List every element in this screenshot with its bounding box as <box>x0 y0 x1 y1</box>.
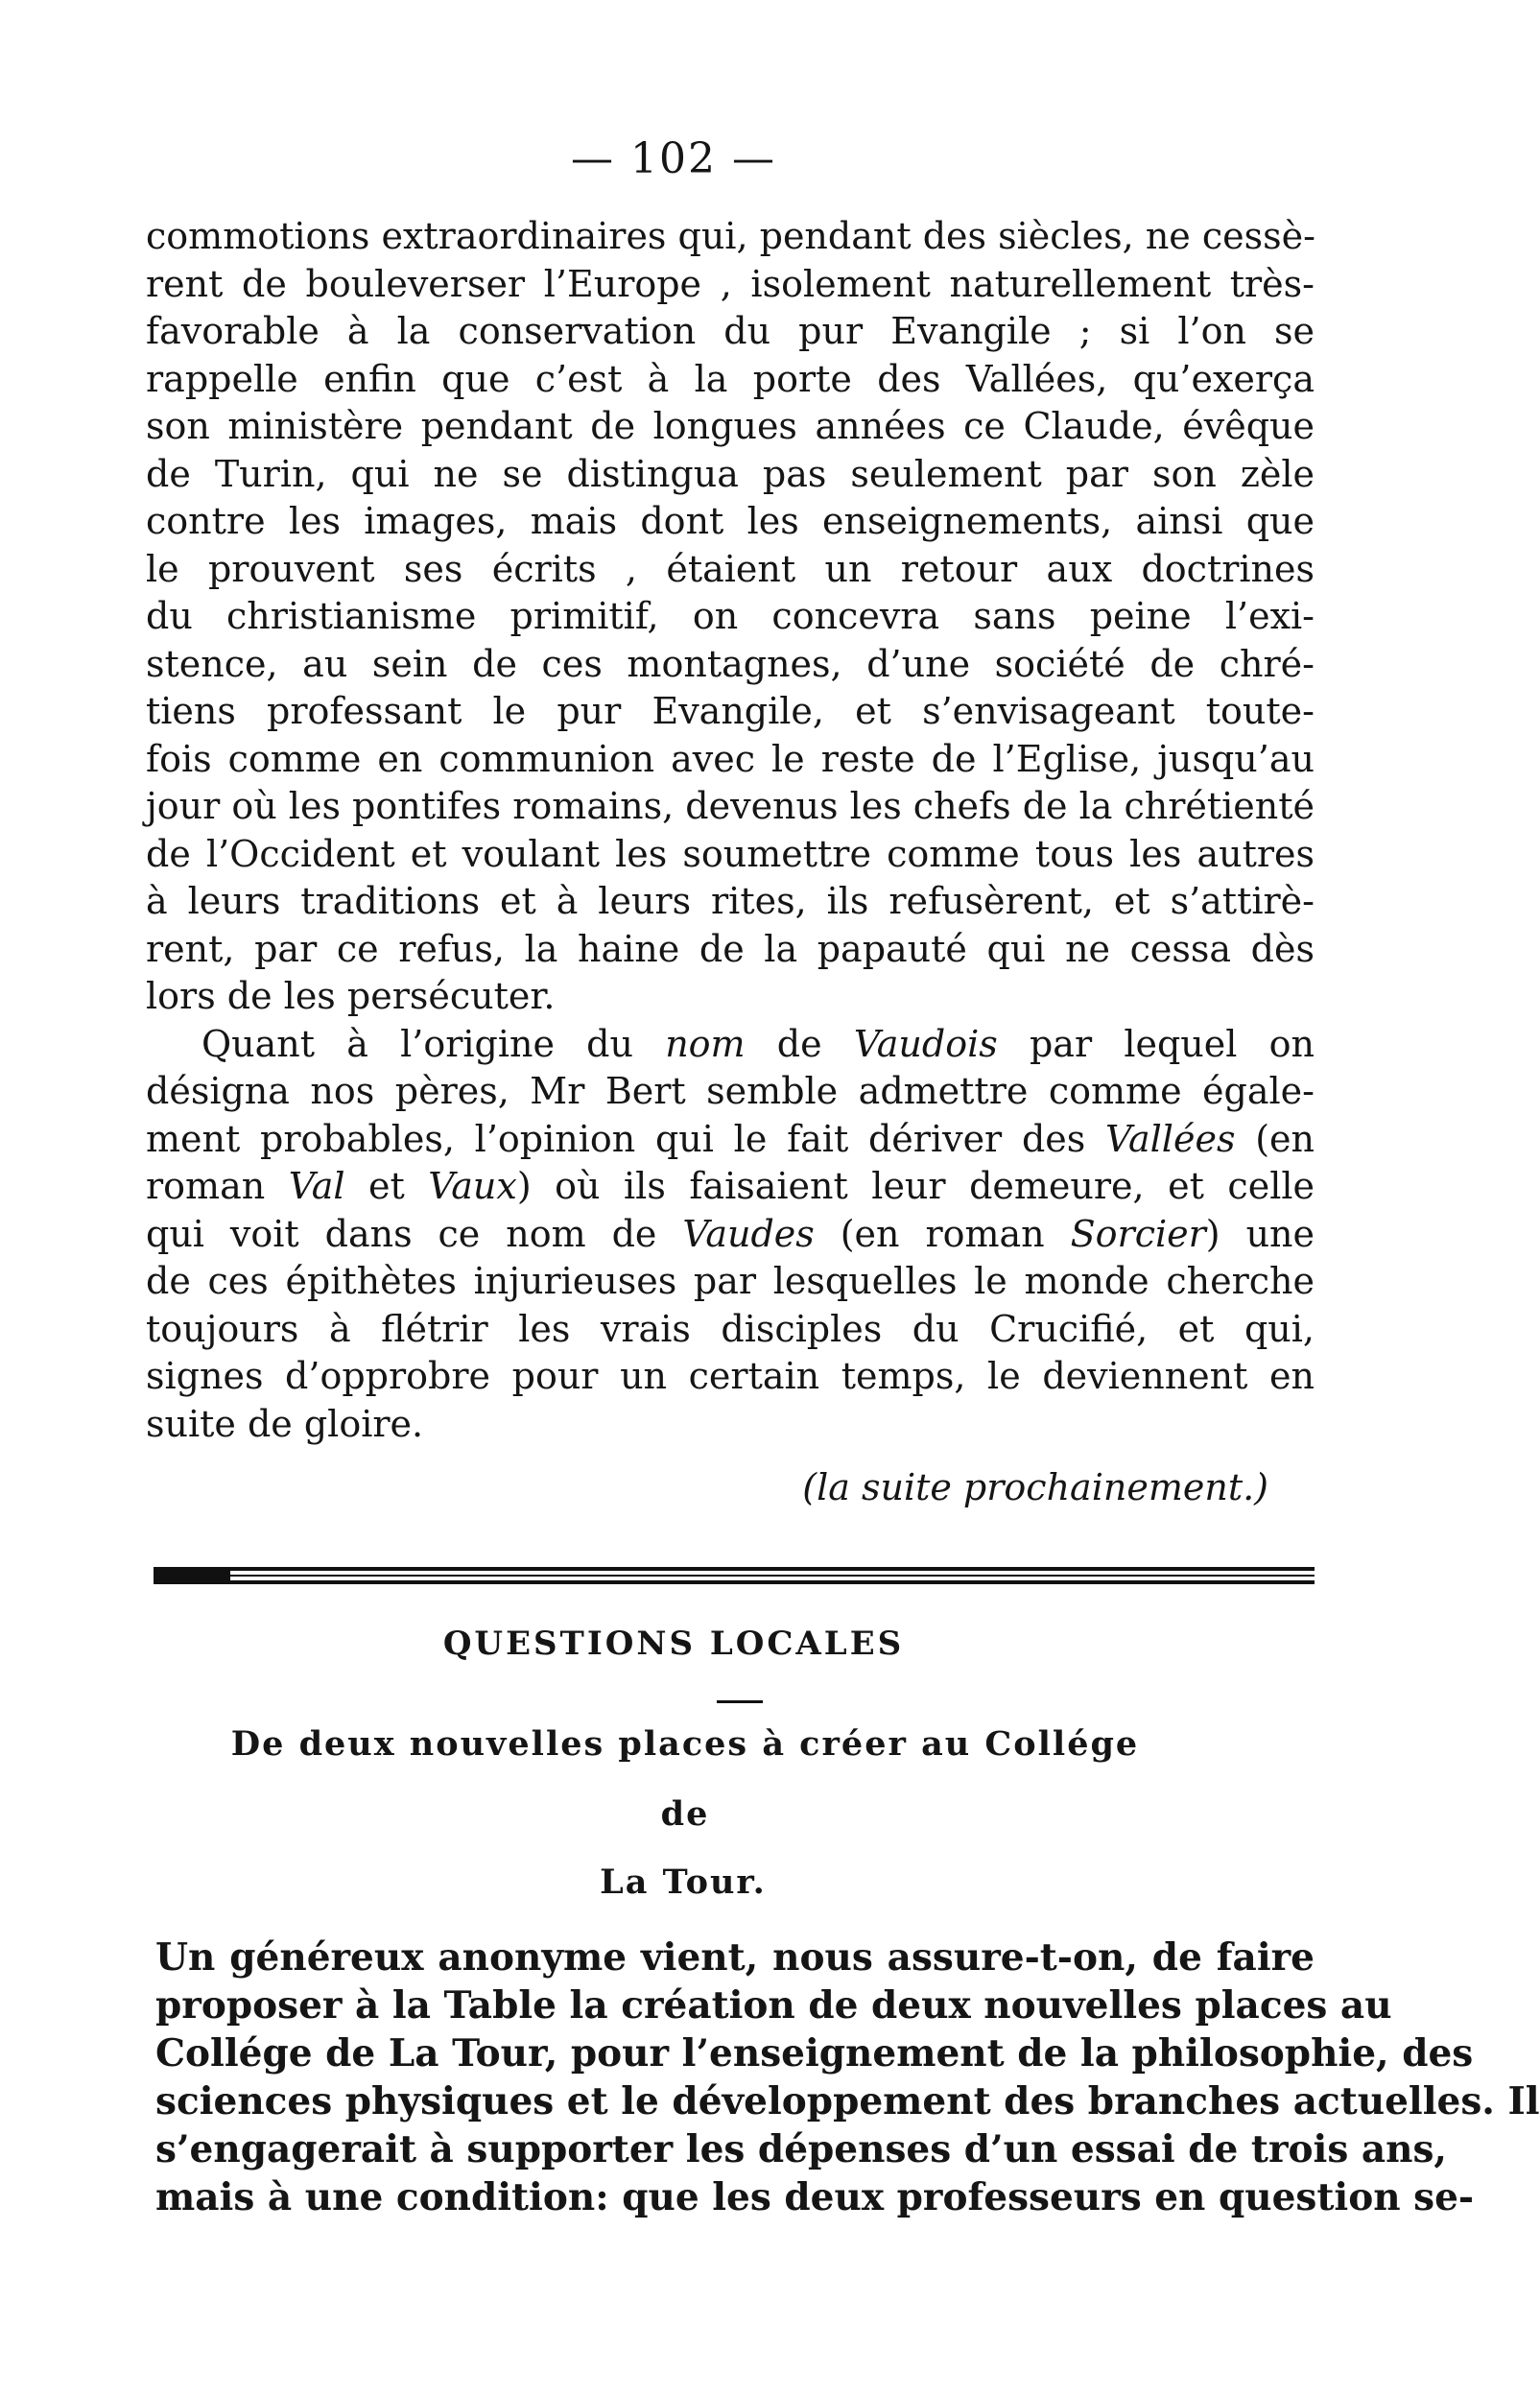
paragraph-line: suite de gloire. <box>146 1402 424 1445</box>
paragraph-line: de ces épithètes injurieuses par lesquelles le monde cherche <box>146 1260 1315 1302</box>
section-divider <box>154 1575 1315 1577</box>
text-line: proposer à la Table la création de deux nouvelles places au <box>155 1983 1392 2028</box>
text-line: favorable à la conservation du pur Evangile ; si l’on se <box>146 310 1315 352</box>
section-subtitle: De deux nouvelles places à créer au Collége <box>230 1724 1140 1764</box>
text-run: ment probables, l’opinion qui le fait dériver des <box>146 1117 1106 1160</box>
text-line: Collége de La Tour, pour l’enseignement de la philosophie, des <box>155 2031 1474 2076</box>
text-line: rent de bouleverser l’Europe , isolement naturellement très- <box>146 262 1315 305</box>
text-line: son ministère pendant de longues années ce Claude, évêque <box>146 405 1315 447</box>
text-run: (en <box>1235 1117 1315 1160</box>
section-subtitle: de <box>660 1794 710 1834</box>
text-line: du christianisme primitif, on concevra sans peine l’exi- <box>146 595 1315 637</box>
italic-word: Val <box>288 1165 345 1207</box>
text-run: par lequel on <box>997 1022 1315 1065</box>
page-number: — 102 — <box>571 134 776 183</box>
paragraph-line <box>146 1116 1315 1164</box>
text-run: Quant à l’origine du <box>201 1022 666 1065</box>
italic-word: Vaux <box>428 1165 517 1207</box>
text-line: lors de les persécuter. <box>146 975 556 1017</box>
text-run: (en roman <box>814 1212 1071 1255</box>
text-line: commotions extraordinaires qui, pendant des siècles, ne cessè- <box>146 215 1315 257</box>
text-line: contre les images, mais dont les enseignements, ainsi que <box>146 500 1315 542</box>
section-divider <box>154 1580 1315 1584</box>
text-line: s’engagerait à supporter les dépenses d’un essai de trois ans, <box>155 2127 1448 2171</box>
italic-word: Vaudois <box>853 1022 998 1065</box>
text-line: sciences physiques et le développement des branches actuelles. Il <box>155 2079 1540 2123</box>
section-divider-ornament <box>154 1571 230 1584</box>
text-line: le prouvent ses écrits , étaient un retour aux doctrines <box>146 547 1315 590</box>
text-line: à leurs traditions et à leurs rites, ils refusèrent, et s’attirè- <box>146 880 1315 922</box>
text-run: de <box>745 1022 854 1065</box>
text-run: et <box>344 1165 429 1207</box>
section-subtitle: La Tour. <box>600 1862 767 1902</box>
italic-word: Vallées <box>1105 1117 1236 1160</box>
text-line: mais à une condition: que les deux professeurs en question se- <box>155 2175 1475 2219</box>
paragraph-line: signes d’opprobre pour un certain temps, le deviennent en <box>146 1355 1315 1397</box>
section-title: QUESTIONS LOCALES <box>442 1625 905 1663</box>
text-run: qui voit dans ce nom de <box>146 1212 683 1255</box>
italic-word: Vaudes <box>682 1212 815 1255</box>
text-run: roman <box>146 1165 289 1207</box>
title-dash <box>717 1700 763 1703</box>
italic-word: Sorcier <box>1070 1212 1206 1255</box>
paragraph-line: désigna nos pères, Mr Bert semble admettre comme égale- <box>146 1070 1315 1112</box>
section-divider <box>154 1567 1315 1571</box>
text-line: fois comme en communion avec le reste de l’Eglise, jusqu’au <box>146 737 1315 780</box>
section-body <box>155 1933 1540 2221</box>
paragraph-line: toujours à flétrir les vrais disciples du Crucifié, et qui, <box>146 1307 1315 1350</box>
text-line: tiens professant le pur Evangile, et s’envisageant toute- <box>146 690 1315 732</box>
paragraph-line <box>146 1163 1315 1211</box>
text-line: rent, par ce refus, la haine de la papauté qui ne cessa dès <box>146 927 1315 970</box>
continuation-note: (la suite prochainement.) <box>802 1466 1268 1508</box>
paragraph-line <box>146 1211 1315 1259</box>
text-line: jour où les pontifes romains, devenus les chefs de la chrétienté <box>146 785 1315 827</box>
text-run: ) une <box>1205 1212 1315 1255</box>
text-line: Un généreux anonyme vient, nous assure-t-on, de faire <box>155 1935 1315 1980</box>
article-body <box>146 213 1315 1448</box>
text-line: de Turin, qui ne se distingua pas seulement par son zèle <box>146 452 1315 495</box>
text-line: stence, au sein de ces montagnes, d’une société de chré- <box>146 642 1315 685</box>
text-line: rappelle enfin que c’est à la porte des Vallées, qu’exerça <box>146 357 1315 400</box>
text-line: de l’Occident et voulant les soumettre comme tous les autres <box>146 832 1315 875</box>
italic-word: nom <box>665 1022 746 1065</box>
text-run: ) où ils faisaient leur demeure, et celle <box>516 1165 1315 1207</box>
paragraph-line <box>146 1021 1315 1069</box>
